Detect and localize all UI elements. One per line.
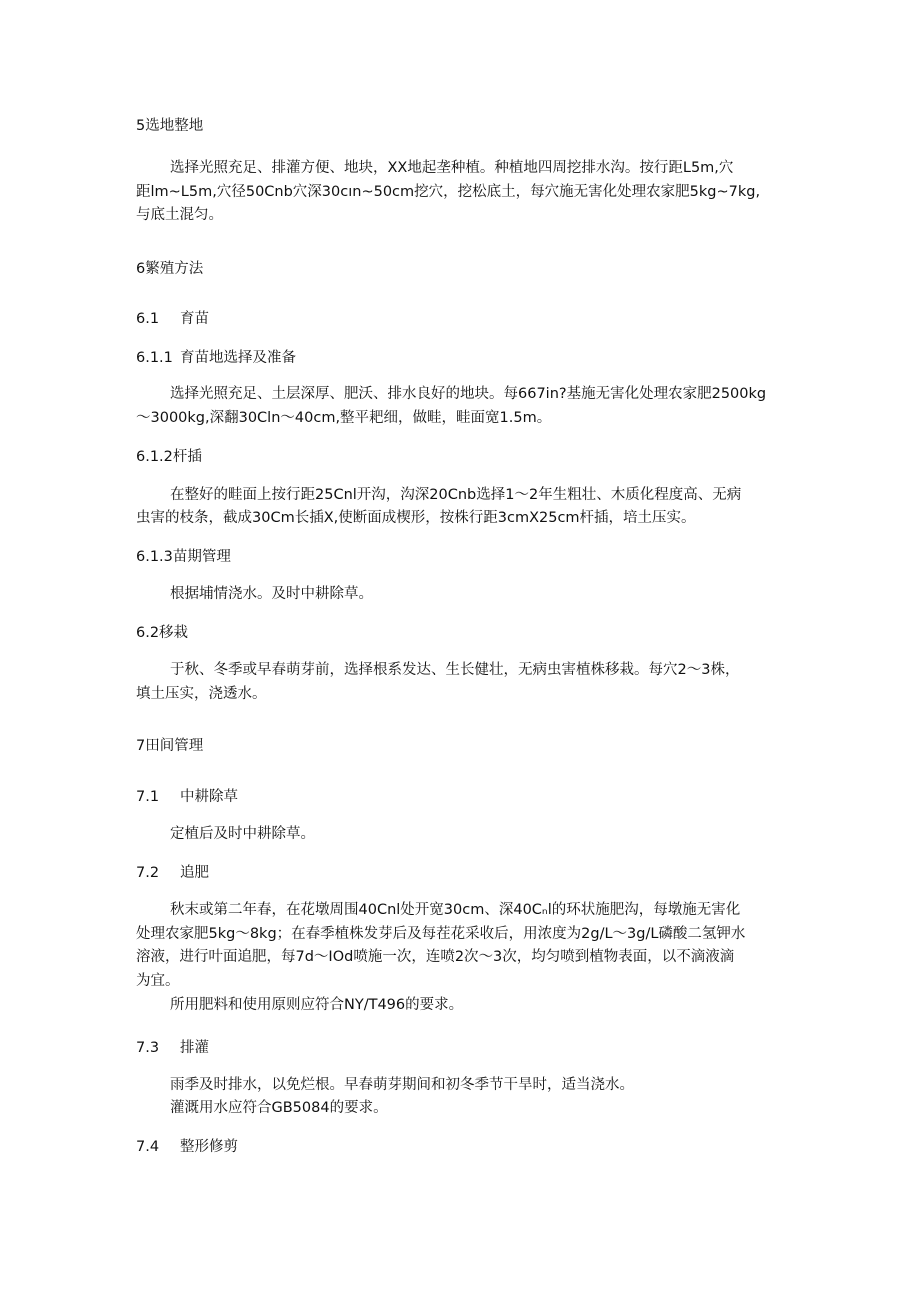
section-7-4-title: 整形修剪	[180, 1139, 238, 1155]
section-7-2-title: 追肥	[180, 865, 209, 881]
section-5-paragraph-line-2: 距lm~L5m,穴径50Cnb穴深30cın~50cm挖穴，挖松底土，每穴施无害化处理农家肥5kg~7kg,	[136, 184, 761, 200]
section-7-2-number: 7.2	[136, 865, 160, 881]
section-6-2-paragraph-line-1: 于秋、冬季或早春萌芽前，选择根系发达、生长健壮，无病虫害植株移栽。每穴2～3株，	[170, 662, 740, 678]
section-7-3-number: 7.3	[136, 1040, 160, 1056]
section-7-title: 7田间管理	[136, 738, 204, 754]
section-7-3-paragraph-1: 雨季及时排水，以免烂根。早春萌芽期间和初冬季节干旱时，适当浇水。	[170, 1077, 634, 1093]
section-7-2-paragraph-line-3: 溶液，进行叶面追肥，每7d～IOd喷施一次，连喷2次～3次，均匀喷到植物表面，以不滴液滴	[136, 949, 735, 965]
section-6-1-2-paragraph-line-2: 虫害的枝条，截成30Cm长插X,使断面成楔形，按株行距3cmX25cm杆插，培土压实。	[136, 510, 696, 526]
section-7-3-title: 排灌	[180, 1040, 209, 1056]
section-6-title: 6繁殖方法	[136, 261, 204, 277]
section-7-2-paragraph-line-2: 处理农家肥5kg～8kg；在春季植株发芽后及每茬花采收后，用浓度为2g∕L～3g∕L磷酸二氢钾水	[136, 926, 746, 942]
section-6-1-2-title: 6.1.2杆插	[136, 449, 202, 465]
section-6-1-heading	[136, 308, 209, 330]
section-6-1-1-number: 6.1.1	[136, 350, 173, 366]
section-6-1-2-paragraph-line-1: 在整好的畦面上按行距25Cnl开沟，沟深20Cnb选择1～2年生粗壮、木质化程度高、无病	[170, 487, 742, 503]
section-6-1-3-paragraph: 根据埔情浇水。及时中耕除草。	[170, 586, 373, 602]
section-6-1-1-heading	[136, 347, 296, 369]
section-7-2-paragraph-line-4: 为宜。	[136, 973, 180, 989]
section-6-1-title: 育苗	[180, 311, 209, 327]
section-6-2-title: 6.2移栽	[136, 625, 189, 641]
section-7-3-heading	[136, 1037, 209, 1059]
section-6-1-1-paragraph-line-2: ～3000kg,深翻30Cln～40cm,整平耙细，做畦，畦面宽1.5m。	[136, 410, 552, 426]
section-6-1-1-paragraph-line-1: 选择光照充足、土层深厚、肥沃、排水良好的地块。每667in?基施无害化处理农家肥2500kg	[170, 386, 767, 402]
section-7-4-number: 7.4	[136, 1139, 160, 1155]
section-5-title: 5选地整地	[136, 118, 204, 134]
section-7-1-paragraph: 定植后及时中耕除草。	[170, 826, 315, 842]
section-7-2-paragraph-2: 所用肥料和使用原则应符合NY/T496的要求。	[170, 997, 464, 1013]
section-7-1-heading	[136, 786, 238, 808]
section-6-1-1-title: 育苗地选择及准备	[180, 350, 296, 366]
section-7-2-paragraph-line-1: 秋末或第二年春，在花墩周围40Cnl处开宽30cm、深40Cₙl的环状施肥沟，每墩施无害化	[170, 902, 741, 918]
section-7-1-title: 中耕除草	[180, 789, 238, 805]
section-5-paragraph-line-3: 与底土混匀。	[136, 207, 223, 223]
section-7-1-number: 7.1	[136, 789, 160, 805]
section-6-2-paragraph-line-2: 填土压实，浇透水。	[136, 686, 267, 702]
section-7-4-heading	[136, 1136, 238, 1158]
section-5-paragraph-line-1: 选择光照充足、排灌方便、地块，XX地起垄种植。种植地四周挖排水沟。按行距L5m,穴	[170, 160, 734, 176]
section-7-2-heading	[136, 862, 209, 884]
section-6-1-number: 6.1	[136, 311, 160, 327]
section-7-3-paragraph-2: 灌溉用水应符合GB5084的要求。	[170, 1100, 388, 1116]
section-6-1-3-title: 6.1.3苗期管理	[136, 549, 231, 565]
